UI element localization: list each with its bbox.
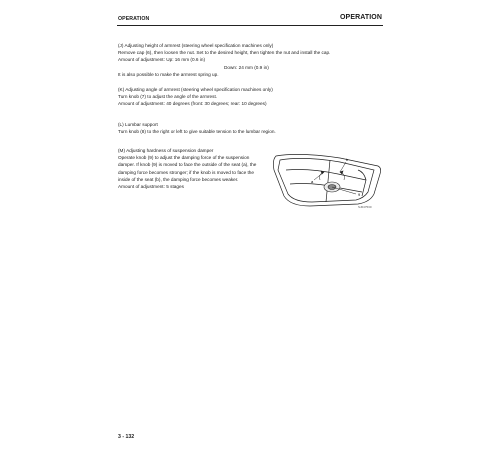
- section-armrest-angle: [118, 86, 388, 108]
- section-lumbar-support: [118, 121, 388, 135]
- header-chapter-title: OPERATION: [340, 14, 382, 21]
- damper-knob-drawing: [320, 171, 345, 192]
- header-section-title: OPERATION: [118, 16, 150, 22]
- leader-line-b: [340, 162, 346, 172]
- section-title: (L) Lumbar support: [118, 122, 158, 127]
- paragraph-line: Down: 24 mm (0.9 in): [224, 64, 269, 70]
- leader-line-a: [314, 172, 324, 180]
- paragraph-line: Operate knob (9) to adjust the damping force of the suspension: [118, 155, 250, 161]
- paragraph-line: It is also possible to make the armrest spring up.: [118, 71, 219, 77]
- section-armrest-height: [118, 42, 388, 78]
- section-title: (K) Adjusting angle of armrest (steering wheel specification machines only): [118, 87, 273, 92]
- figure-reference-code: SJ047530: [358, 205, 372, 209]
- section-title: (J) Adjusting height of armrest (steering wheel specification machines only): [118, 43, 274, 48]
- paragraph-line: Amount of adjustment: 40 degrees (front: 30 degrees; rear: 10 degrees): [118, 101, 267, 107]
- paragraph-line: inside of the seat (b), the damping force becomes weaker.: [118, 176, 239, 182]
- callout-knob-9: 9: [358, 192, 361, 197]
- seat-damper-illustration: [270, 150, 384, 213]
- callout-outside-a: a: [311, 179, 314, 184]
- paragraph-line: damping force becomes stronger; if the knob is moved to face the: [118, 169, 255, 175]
- paragraph-line: Amount of adjustment: Up: 16 mm (0.6 in): [118, 57, 206, 63]
- seat-cushion-drawing: [273, 154, 380, 206]
- paragraph-line: Turn knob (7) to adjust the angle of the armrest.: [118, 94, 218, 100]
- paragraph-line: Amount of adjustment: 5 stages: [118, 184, 184, 190]
- callout-inside-b: b: [346, 157, 349, 162]
- page-number: 3 - 132: [118, 434, 135, 440]
- paragraph-line: Remove cap (6), then loosen the nut. Set to the desired height, then tighten the nut and install the cap.: [118, 50, 331, 56]
- header-divider: [117, 25, 383, 26]
- paragraph-line: damper. If knob (9) is moved to face the outside of the seat (a), the: [118, 162, 257, 168]
- paragraph-line: Turn knob (8) to the right or left to give suitable tension to the lumbar region.: [118, 129, 276, 135]
- section-title: (M) Adjusting hardness of suspension damper: [118, 148, 214, 153]
